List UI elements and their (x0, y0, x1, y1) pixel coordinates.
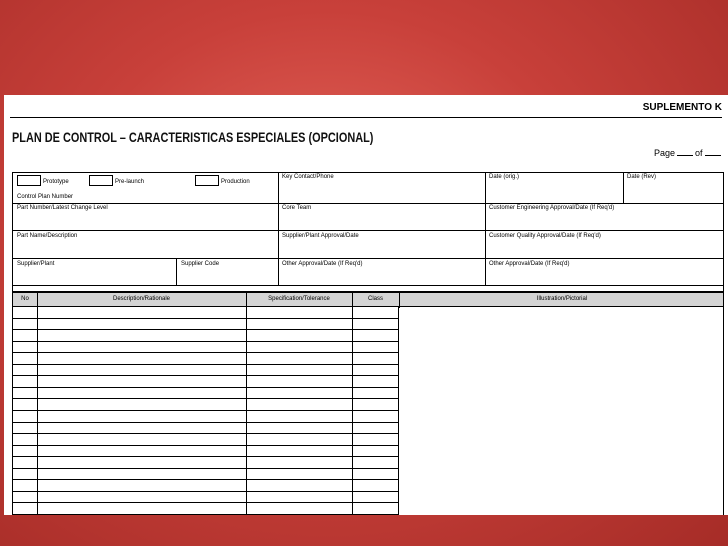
key-contact-label: Key Contact/Phone (282, 174, 334, 180)
table-row[interactable] (13, 491, 399, 492)
total-blank[interactable] (705, 155, 721, 156)
table-row[interactable] (13, 375, 399, 376)
table-row[interactable] (13, 398, 399, 399)
cust-eng-approval-label: Customer Engineering Approval/Date (If Req'd) (489, 205, 615, 211)
other-approval-1-label: Other Approval/Date (If Req'd) (282, 261, 363, 267)
production-label: Production (221, 179, 250, 185)
core-team-label: Core Team (282, 205, 312, 211)
table-row[interactable] (13, 364, 399, 365)
header-rule-1 (13, 203, 723, 204)
table-header (12, 292, 724, 307)
prelaunch-checkbox[interactable] (89, 175, 113, 186)
page-label: Page (654, 148, 676, 158)
table-row[interactable] (13, 456, 399, 457)
table-row[interactable] (13, 352, 399, 353)
table-row[interactable] (13, 479, 399, 480)
header-rule-4 (13, 285, 723, 286)
table-row[interactable] (13, 422, 399, 423)
characteristics-table (12, 292, 724, 515)
supplier-code-label: Supplier Code (181, 261, 220, 267)
header-col-supplier (176, 258, 177, 285)
other-approval-2-label: Other Approval/Date (If Req'd) (489, 261, 570, 267)
form-title: PLAN DE CONTROL – CARACTERISTICAS ESPECIALES (OPCIONAL) (12, 129, 374, 145)
column-divider (37, 307, 38, 515)
header-divider (246, 293, 247, 308)
top-rule (10, 117, 722, 118)
of-label: of (695, 148, 703, 158)
header-rule-3 (13, 258, 723, 259)
supplier-plant-approval-label: Supplier/Plant Approval/Date (282, 233, 359, 239)
table-row[interactable] (13, 318, 399, 319)
header-divider (352, 293, 353, 308)
supplier-plant-label: Supplier/Plant (17, 261, 55, 267)
header-rule-2 (13, 230, 723, 231)
cust-quality-approval-label: Customer Quality Approval/Date (If Req'd) (489, 233, 601, 239)
date-rev-label: Date (Rev) (627, 174, 657, 180)
page-blank[interactable] (677, 155, 693, 156)
table-row[interactable] (13, 468, 399, 469)
prototype-label: Prototype (43, 179, 69, 185)
table-row[interactable] (13, 329, 399, 330)
table-row[interactable] (13, 514, 399, 515)
col-description: Description/Rationale (112, 296, 171, 302)
page-of (654, 148, 723, 158)
header-col-2 (485, 173, 486, 285)
header-col-3 (623, 173, 624, 203)
table-row[interactable] (13, 387, 399, 388)
part-name-label: Part Name/Description (17, 233, 78, 239)
supplement-label: SUPLEMENTO K (642, 102, 722, 113)
col-illustration: Illustration/Pictorial (536, 296, 588, 302)
column-divider (246, 307, 247, 515)
production-checkbox[interactable] (195, 175, 219, 186)
header-divider (399, 293, 400, 308)
table-row[interactable] (13, 433, 399, 434)
control-plan-number-label: Control Plan Number (17, 194, 74, 200)
table-rows (12, 307, 399, 515)
illustration-area[interactable] (398, 307, 724, 515)
table-row[interactable] (13, 410, 399, 411)
prototype-checkbox[interactable] (17, 175, 41, 186)
prelaunch-label: Pre-launch (115, 179, 145, 185)
header-divider (37, 293, 38, 308)
table-row[interactable] (13, 445, 399, 446)
col-no: No (21, 296, 29, 302)
header-col-1 (278, 173, 279, 285)
table-row[interactable] (13, 502, 399, 503)
col-specification: Specification/Tolerance (268, 296, 330, 302)
control-plan-form (4, 95, 728, 515)
column-divider (352, 307, 353, 515)
date-orig-label: Date (orig.) (489, 174, 520, 180)
col-class: Class (367, 296, 383, 302)
part-number-label: Part Number/Latest Change Level (17, 205, 108, 211)
header-block (12, 172, 724, 292)
table-row[interactable] (13, 341, 399, 342)
